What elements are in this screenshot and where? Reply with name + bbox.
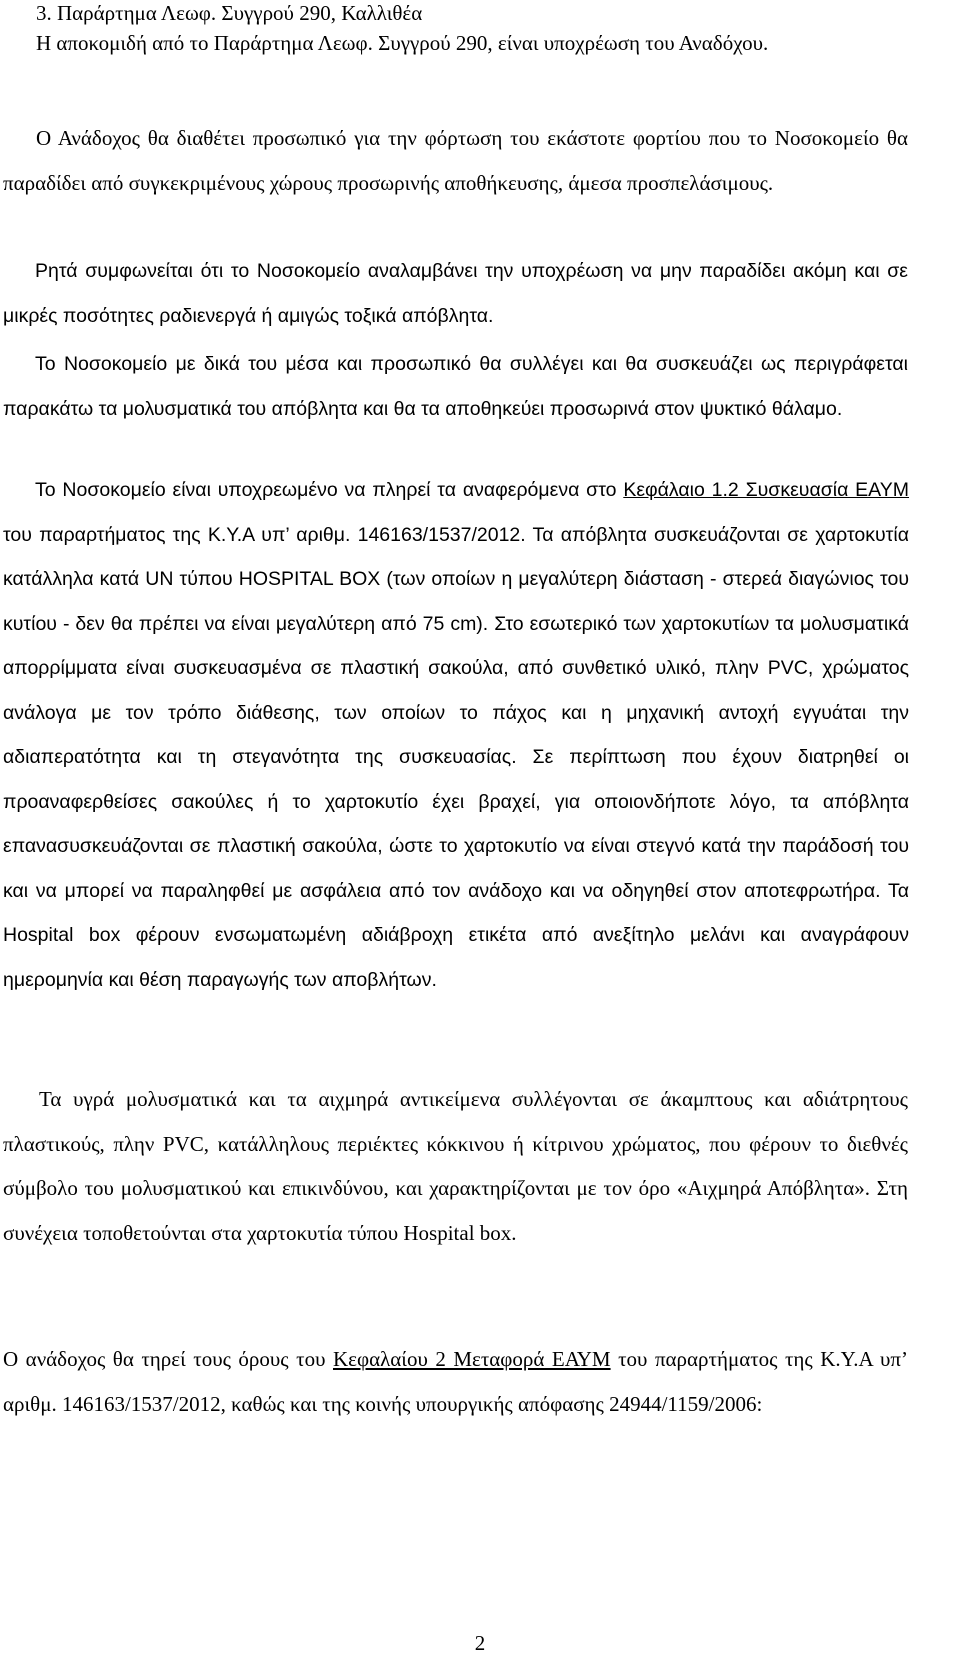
terms-text-rest: του παραρτήματος της Κ.Υ.Α υπ’ αριθμ. 146163/1537/2012, καθώς και της κοινής υπουργικής απόφασης 24944/1159/2006:	[3, 1347, 908, 1416]
paragraph-agreement: Ρητά συμφωνείται ότι το Νοσοκομείο αναλαμβάνει την υποχρέωση να μην παραδίδει ακόμη και σε μικρές ποσότητες ραδιενεργά ή αμιγώς τοξικά απόβλητα.	[3, 260, 908, 327]
paragraph-staff: Ο Ανάδοχος θα διαθέτει προσωπικό για την φόρτωση του εκάστοτε φορτίου που το Νοσοκομείο θα παραδίδει από συγκεκριμένους χώρους προσωρινής αποθήκευσης, άμεσα προσπελάσιμους.	[3, 126, 908, 195]
paragraph-contractor-terms	[3, 1337, 908, 1426]
chapter-1-2-reference: Κεφάλαιο 1.2 Συσκευασία ΕΑΥΜ	[623, 479, 909, 501]
page-number: 2	[474, 1631, 486, 1655]
paragraph-collection: Το Νοσοκομείο με δικά του μέσα και προσωπικό θα συλλέγει και θα συσκευάζει ως περιγράφεται παρακάτω τα μολυσματικά του απόβλητα και θα τα αποθηκεύει προσωρινά στον ψυκτικό θάλαμο.	[3, 353, 908, 420]
packaging-text-rest: του παραρτήματος της Κ.Υ.Α υπ’ αριθμ. 146163/1537/2012. Τα απόβλητα συσκευάζονται σε χαρτοκυτία κατάλληλα κατά UN τύπου HOSPITAL BOX (των οποίων η μεγαλύτερη διάσταση - στερεά διαγώνιος του κυτίου - δεν θα πρέπει να είναι μεγαλύτερη από 75 cm). Στο εσωτερικό των χαρτοκυτίων τα μολυσματικά απορρίμματα είναι συσκευασμένα σε πλαστική σακούλα, από συνθετικό υλικό, πλην PVC, χρώματος ανάλογα με τον τρόπο διάθεσης, των οποίων το πάχος και η μηχανική αντοχή εγγυάται την αδιαπερατότητα και τη στεγανότητα της συσκευασίας. Σε περίπτωση που έχουν διατρηθεί οι προαναφερθείσες σακούλες ή το χαρτοκυτίο έχει βραχεί, για οποιονδήποτε λόγο, τα απόβλητα επανασυσκευάζονται σε πλαστική σακούλα, ώστε το χαρτοκυτίο να είναι στεγνό κατά την παράδοσή του και να μπορεί να παραληφθεί με ασφάλεια από τον ανάδοχο και να οδηγηθεί στον αποτεφρωτήρα. Τα Hospital box φέρουν ενσωματωμένη αδιάβροχη ετικέτα από ανεξίτηλο μελάνι και αναγράφουν ημερομηνία και θέση παραγωγής των αποβλήτων.	[3, 523, 909, 991]
paragraph-obligation: Η αποκομιδή από το Παράρτημα Λεωφ. Συγγρού 290, είναι υποχρέωση του Αναδόχου.	[36, 31, 769, 55]
paragraph-sharps: Τα υγρά μολυσματικά και τα αιχμηρά αντικείμενα συλλέγονται σε άκαμπτους και αδιάτρητους πλαστικούς, πλην PVC, κατάλληλους περιέκτες κόκκινου ή κίτρινου χρώματος, που φέρουν το διεθνές σύμβολο του μολυσματικού και επικινδύνου, και χαρακτηρίζονται με τον όρο «Αιχμηρά Απόβλητα». Στη συνέχεια τοποθετούνται στα χαρτοκυτία τύπου Hospital box.	[3, 1087, 908, 1245]
paragraph-packaging	[3, 468, 909, 1002]
section-heading: 3. Παράρτημα Λεωφ. Συγγρού 290, Καλλιθέα	[36, 1, 423, 25]
terms-text-start: Ο ανάδοχος θα τηρεί τους όρους του	[3, 1347, 333, 1371]
chapter-2-reference: Κεφαλαίου 2 Μεταφορά ΕΑΥΜ	[333, 1347, 611, 1371]
packaging-text-start: Το Νοσοκομείο είναι υποχρεωμένο να πληρεί τα αναφερόμενα στο	[35, 479, 624, 501]
